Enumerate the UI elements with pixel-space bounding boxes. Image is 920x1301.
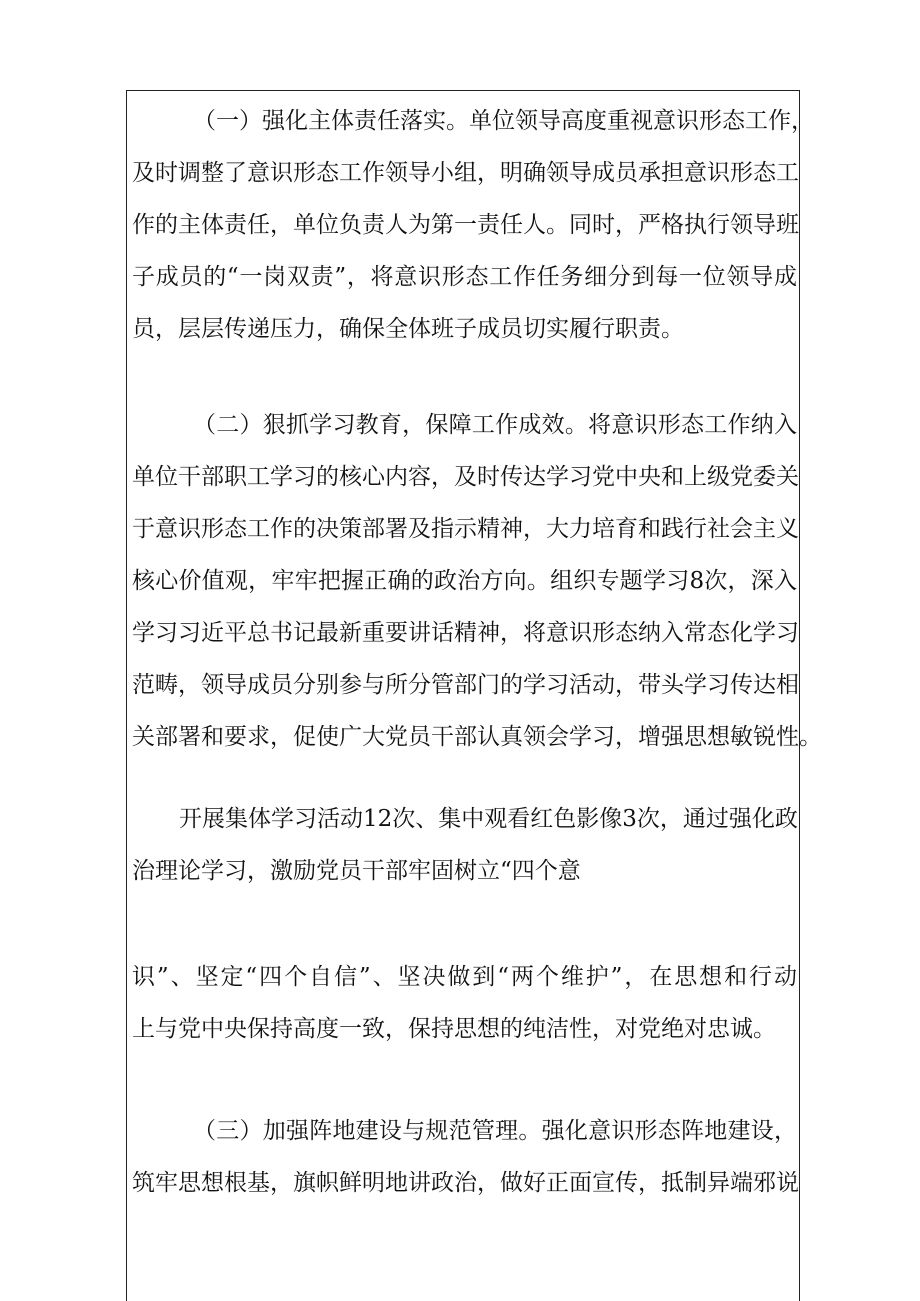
- paragraph-line: 学习习近平总书记最新重要讲话精神，将意识形态纳入常态化学习: [132, 620, 799, 646]
- paragraph-line: 筑牢思想根基，旗帜鲜明地讲政治，做好正面宣传，抵制异端邪说: [132, 1170, 799, 1196]
- paragraph-line: 治理论学习，激励党员干部牢固树立“四个意: [132, 858, 581, 884]
- paragraph-line: 开展集体学习活动12次、集中观看红色影像3次，通过强化政: [179, 806, 798, 832]
- paragraph-line: 子成员的“一岗双责”，将意识形态工作任务细分到每一位领导成: [132, 264, 797, 290]
- paragraph-line: 范畴，领导成员分别参与所分管部门的学习活动，带头学习传达相: [132, 672, 799, 698]
- paragraph-5: [127, 1105, 801, 1209]
- paragraph-line: 于意识形态工作的决策部署及指示精神，大力培育和践行社会主义: [132, 516, 799, 542]
- paragraph-line: 及时调整了意识形态工作领导小组，明确领导成员承担意识形态工: [132, 160, 799, 186]
- paragraph-line: 单位干部职工学习的核心内容，及时传达学习党中央和上级党委关: [132, 464, 799, 490]
- paragraph-line: 核心价值观，牢牢把握正确的政治方向。组织专题学习8次，深入: [132, 568, 797, 594]
- paragraph-1: [127, 95, 814, 355]
- paragraph-line: 员，层层传递压力，确保全体班子成员切实履行职责。: [132, 316, 684, 342]
- paragraph-line: （一）强化主体责任落实。单位领导高度重视意识形态工作，: [193, 108, 814, 134]
- document-frame: [126, 90, 822, 1301]
- paragraph-line: 作的主体责任，单位负责人为第一责任人。同时，严格执行领导班: [132, 212, 799, 238]
- paragraph-line: （二）狠抓学习教育，保障工作成效。将意识形态工作纳入: [193, 412, 797, 438]
- paragraph-line: 识”、坚定“四个自信”、坚决做到“两个维护”，在思想和行动: [132, 964, 797, 990]
- paragraph-line: 上与党中央保持高度一致，保持思想的纯洁性，对党绝对忠诚。: [132, 1016, 776, 1042]
- paragraph-4: [127, 951, 801, 1055]
- paragraph-line: 关部署和要求，促使广大党员干部认真领会学习，增强思想敏锐性。: [132, 724, 822, 750]
- paragraph-3: [127, 793, 801, 897]
- paragraph-line: （三）加强阵地建设与规范管理。强化意识形态阵地建设，: [193, 1118, 797, 1144]
- paragraph-2: [127, 399, 822, 763]
